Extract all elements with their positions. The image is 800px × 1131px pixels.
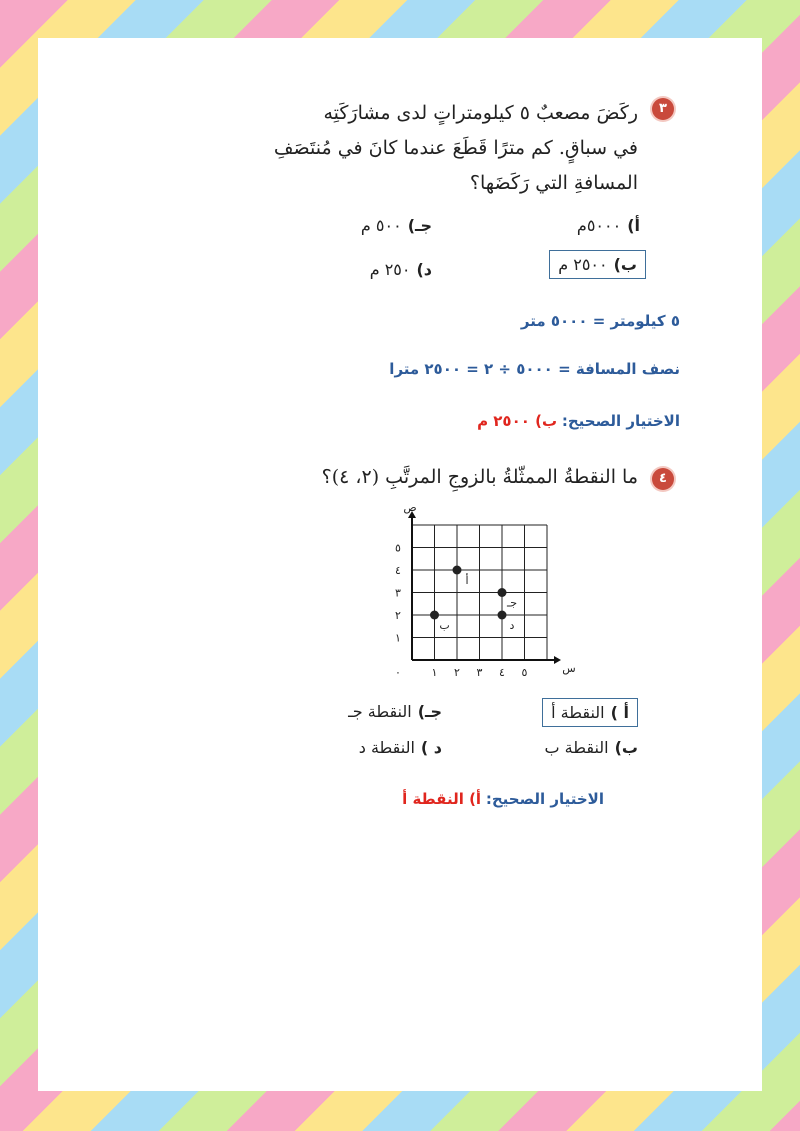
- y-tick-label: ٣: [395, 586, 401, 600]
- x-tick-label: ١: [431, 666, 438, 679]
- q3-option-b-text: ٢٥٠٠ م: [558, 255, 608, 274]
- coordinate-grid: [378, 500, 588, 680]
- q4-correct-answer: [402, 790, 604, 808]
- x-tick-label: ٤: [499, 666, 505, 679]
- plotted-points: [430, 566, 517, 633]
- q3-option-a-letter: أ): [627, 216, 640, 235]
- y-tick-label: ١: [395, 631, 401, 645]
- point-label: ب: [439, 619, 450, 632]
- question-4-number: ٤: [652, 468, 674, 490]
- y-tick-label: ٢: [395, 609, 401, 622]
- q3-option-b-selected[interactable]: [549, 250, 646, 279]
- q3-answer-value: ب) ٢٥٠٠ م: [477, 412, 558, 430]
- question-3-text: [218, 96, 638, 201]
- axes: [403, 501, 575, 675]
- q4-option-a-letter: أ ): [610, 703, 629, 722]
- axis-tick-labels: [395, 542, 528, 680]
- q3-option-d-text: ٢٥٠ م: [369, 260, 411, 279]
- x-axis-arrow: [554, 656, 561, 664]
- q3-option-d-letter: د): [416, 260, 432, 279]
- q4-option-a-selected[interactable]: [542, 698, 638, 727]
- worksheet-page: [38, 38, 762, 1091]
- q3-work-step-2: نصف المسافة = ٥٠٠٠ ÷ ٢ = ٢٥٠٠ مترا: [389, 360, 680, 378]
- q4-option-d-text: النقطة د: [358, 738, 415, 757]
- x-tick-label: ٣: [476, 666, 483, 679]
- y-tick-label: ٤: [395, 564, 401, 577]
- q3-answer-label: الاختيار الصحيح:: [561, 412, 680, 430]
- q4-option-b-text: النقطة ب: [544, 738, 609, 757]
- q4-option-c[interactable]: [348, 702, 442, 721]
- question-3-line-3: المسافةِ التي رَكَضَها؟: [469, 172, 638, 194]
- y-axis-label: ص: [403, 501, 417, 514]
- q3-option-d[interactable]: [370, 260, 432, 279]
- point-marker: [498, 588, 507, 597]
- q4-option-b[interactable]: [545, 738, 638, 757]
- q3-option-c[interactable]: [361, 216, 432, 235]
- x-tick-label: ٢: [454, 666, 460, 679]
- q3-option-b-letter: ب): [613, 255, 637, 274]
- q3-work-step-1: ٥ كيلومتر = ٥٠٠٠ متر: [520, 312, 680, 330]
- point-marker: [498, 611, 507, 620]
- q3-option-c-text: ٥٠٠ م: [360, 216, 402, 235]
- question-4-text: ما النقطةُ الممثّلةُ بالزوجِ المرتَّبِ (٢، ٤)؟: [321, 466, 638, 488]
- q4-answer-value: أ) النقطة أ: [402, 790, 482, 808]
- q4-answer-label: الاختيار الصحيح:: [485, 790, 604, 808]
- question-3-line-2: في سباقٍ. كم مترًا قَطَعَ عندما كانَ في مُنتَصَفِ: [273, 137, 638, 159]
- point-label: أ: [465, 574, 469, 587]
- q4-option-d[interactable]: [359, 738, 442, 757]
- point-label: جـ: [506, 596, 518, 610]
- origin-label: ٠: [395, 666, 401, 679]
- question-3-number: ٣: [652, 98, 674, 120]
- x-axis-label: س: [562, 662, 576, 675]
- q4-option-a-text: النقطة أ: [551, 703, 605, 722]
- q4-option-c-letter: جـ): [417, 702, 442, 721]
- y-tick-label: ٥: [395, 541, 401, 555]
- q4-option-d-letter: د ): [420, 738, 442, 757]
- point-label: د: [509, 619, 515, 632]
- q4-option-b-letter: ب): [614, 738, 638, 757]
- q3-option-a[interactable]: [577, 216, 640, 235]
- question-3-line-1: ركَضَ مصعبٌ ٥ كيلومتراتٍ لدى مشارَكَتِه: [323, 102, 638, 124]
- q3-option-a-text: ٥٠٠٠م: [576, 216, 622, 235]
- point-marker: [453, 566, 462, 575]
- q3-correct-answer: [477, 412, 680, 430]
- point-marker: [430, 611, 439, 620]
- x-tick-label: ٥: [521, 666, 528, 679]
- q4-option-c-text: النقطة جـ: [348, 702, 412, 721]
- q3-option-c-letter: جـ): [407, 216, 432, 235]
- grid-lines: [412, 525, 547, 660]
